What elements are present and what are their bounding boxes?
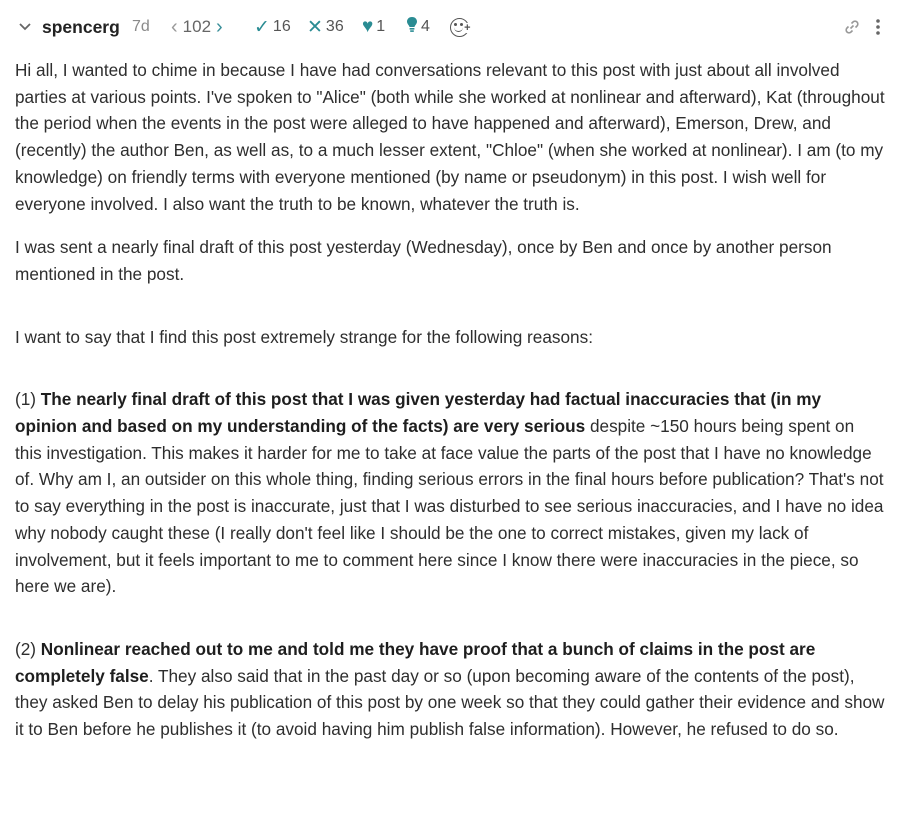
- karma-score: 102: [182, 17, 212, 36]
- check-icon: ✓: [254, 16, 270, 38]
- point-text: despite ~150 hours being spent on this investigation. This makes it harder for me to take at face value the parts of the post that I have no knowledge of. Why am I, an outsider on this whole thing, finding serious errors in the final hours before publication? That's not to say everything in the post is inaccurate, just that I was disturbed to see serious inaccuracies, and I have no idea why nobody caught these (I really don't feel like I should be the one to correct mistakes, given my lack of involvement, but it feels important to me to comment here since I know there were inaccuracies in the piece, so here we are).: [15, 416, 884, 597]
- paragraph-draft: I was sent a nearly final draft of this post yesterday (Wednesday), once by Ben and once by another person mentioned in the post.: [15, 237, 832, 284]
- point-number: (2): [15, 638, 41, 659]
- paragraph-point-1: [15, 386, 885, 600]
- smiley-plus-icon: +: [450, 18, 469, 37]
- agree-reaction[interactable]: [254, 10, 291, 44]
- karma-vote: [168, 10, 226, 44]
- heart-icon: ♥: [362, 16, 374, 37]
- heart-reaction[interactable]: [362, 10, 385, 44]
- paragraph-reasons: I want to say that I find this post extremely strange for the following reasons:: [15, 326, 593, 347]
- insight-count: 4: [421, 18, 430, 35]
- author-name[interactable]: spencerg: [42, 16, 120, 37]
- disagree-count: 36: [325, 18, 344, 35]
- point-bold-text: Nonlinear reached out to me and told me they have proof that a bunch of claims in the post are completely false: [15, 638, 816, 686]
- point-number: (1): [15, 389, 41, 410]
- collapse-chevron-icon[interactable]: [16, 10, 34, 44]
- more-options-icon[interactable]: [870, 10, 886, 44]
- x-icon: ✕: [307, 16, 323, 38]
- comment-body: [15, 57, 885, 760]
- comment-age[interactable]: 7d: [132, 18, 150, 35]
- paragraph-point-2: [15, 636, 885, 743]
- link-icon[interactable]: [842, 10, 862, 44]
- agree-count: 16: [272, 18, 291, 35]
- lightbulb-icon: [406, 16, 418, 39]
- chevron-left-icon[interactable]: ‹: [171, 15, 178, 38]
- paragraph-intro: Hi all, I wanted to chime in because I have had conversations relevant to this post with just about all involved parties at various points. I've spoken to "Alice" (both while she worked at nonlinear and afterward), Kat (throughout the period when the events in the post were alleged to have happened and afterward), Emerson, Drew, and (recently) the author Ben, as well as, to a much lesser extent, "Chloe" (when she worked at nonlinear). I am (to my knowledge) on friendly terms with everyone mentioned (by name or pseudonym) in this post. I wish well for everyone involved. I also want the truth to be known, whatever the truth is.: [15, 60, 885, 214]
- add-reaction-button[interactable]: [448, 10, 470, 44]
- heart-count: 1: [376, 18, 386, 35]
- chevron-right-icon[interactable]: ›: [216, 15, 223, 38]
- point-text: . They also said that in the past day or so (upon becoming aware of the contents of the post), they asked Ben to delay his publication of this post by one week so that they could gather their evidence and show it to Ben before he publishes it (to avoid having him publish false information). However, he refused to do so.: [15, 665, 885, 740]
- insight-reaction[interactable]: [406, 10, 430, 44]
- comment-header: [0, 10, 898, 44]
- disagree-reaction[interactable]: [307, 10, 344, 44]
- point-bold-text: The nearly final draft of this post that I was given yesterday had factual inaccuracies that (in my opinion and based on my understanding of the facts) are very serious: [15, 389, 822, 437]
